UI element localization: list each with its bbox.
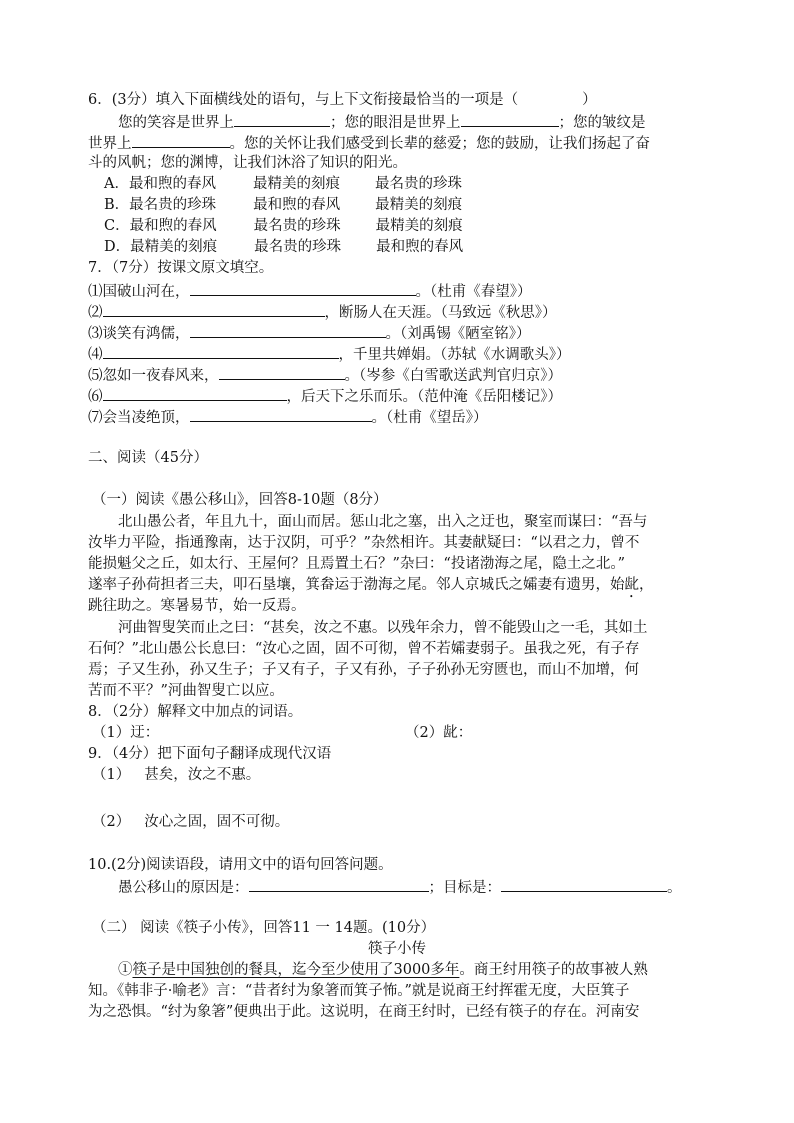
q6-blank-1[interactable] xyxy=(234,111,330,127)
item-num: （2） xyxy=(92,814,131,830)
q6-passage-line-2 xyxy=(88,132,650,152)
option-phrase: 最和煦的春风 xyxy=(128,176,216,192)
option-phrase: 最名贵的珍珠 xyxy=(129,197,217,213)
passage-line: 北山愚公者，年且九十，面山而居。惩山北之塞，出入之迂也，聚室而谋曰：“吾与 xyxy=(118,514,648,530)
part1-heading: （一）阅读《愚公移山》，回答8-10题（8分） xyxy=(92,492,388,508)
passage-text: 遂率子孙荷担者三夫，叩石垦壤，箕畚运于渤海之尾。邻人京城氏之孀妻有遗男，始 xyxy=(88,577,625,593)
item-text: 甚矣，汝之不惠。 xyxy=(144,767,261,783)
item-post: 。（杜甫《望岳》） xyxy=(371,410,488,426)
item-pre: ⑸忽如一夜春风来， xyxy=(88,368,219,384)
q6-close: ） xyxy=(582,92,597,108)
underlined-sentence: 筷子是中国独创的餐具，迄今至少使用了3000多年 xyxy=(132,962,460,978)
passage-text: 。商王纣用筷子的故事被人熟 xyxy=(459,962,648,978)
item-text: 汝心之固，固不可彻。 xyxy=(144,814,290,830)
q7-item-3 xyxy=(88,322,531,342)
q8-item-2[interactable] xyxy=(405,723,472,743)
paragraph-number: ① xyxy=(118,962,133,978)
option-letter: A． xyxy=(104,176,129,192)
item-post: ，千里共婵娟。（苏轼《水调歌头》） xyxy=(338,347,571,363)
option-phrase: 最和煦的春风 xyxy=(129,218,217,234)
passage-line: 跳往助之。寒暑易节，始一反焉。 xyxy=(88,598,306,614)
q9-item-2[interactable] xyxy=(92,812,289,832)
q8-stem: 8．（2分）解释文中加点的词语。 xyxy=(88,704,303,720)
q7-item-1 xyxy=(88,280,532,300)
q7-blank-4[interactable] xyxy=(103,343,339,359)
item-num: （1） xyxy=(92,767,131,783)
q10-answer-line xyxy=(118,876,682,896)
option-phrase: 最精美的刻痕 xyxy=(130,239,218,255)
q7-blank-7[interactable] xyxy=(190,406,372,422)
q7-blank-6[interactable] xyxy=(103,385,287,401)
option-phrase: 最精美的刻痕 xyxy=(375,197,463,213)
item-post: 。（杜甫《春望》） xyxy=(415,284,532,300)
item-post: 。（岑参《白雪歌送武判官归京》） xyxy=(344,368,562,384)
dotted-word: 龀 xyxy=(624,577,639,593)
item-pre: ⑹ xyxy=(88,389,103,405)
q6-text-e: 。您的关怀让我们感受到长辈的慈爱；您的鼓励，让我们扬起了奋 xyxy=(229,136,650,152)
q10-blank-goal[interactable] xyxy=(501,876,667,892)
item-pre: ⑴国破山河在， xyxy=(88,284,190,300)
passage-line: 石何？”北山愚公长息曰：“汝心之固，固不可彻，曾不若孀妻弱子。虽我之死，有子存 xyxy=(88,641,640,657)
q6-text-a: 您的笑容是世界上 xyxy=(118,115,234,131)
item-pre: ⑶谈笑有鸿儒， xyxy=(88,326,190,342)
q9-item-1[interactable] xyxy=(92,765,260,785)
q6-text-c: ；您的皱纹是 xyxy=(558,115,646,131)
q8-item-1[interactable]: （1）迂： xyxy=(92,725,160,741)
article-title: 筷子小传 xyxy=(368,941,426,957)
passage-line xyxy=(88,575,654,595)
item-word: 龀 xyxy=(443,725,458,741)
passage-line: 苦而不平？”河曲智叟亡以应。 xyxy=(88,683,284,699)
item-post: ，断肠人在天涯。（马致远《秋思》） xyxy=(324,305,557,321)
q7-stem: 7．（7分）按课文原文填空。 xyxy=(88,260,274,276)
option-phrase: 最名贵的珍珠 xyxy=(374,176,462,192)
option-phrase: 最和煦的春风 xyxy=(376,239,464,255)
item-pre: ⑺会当凌绝顶， xyxy=(88,410,190,426)
q6-text-b: ；您的眼泪是世界上 xyxy=(330,115,461,131)
q6-passage-line-3 xyxy=(88,153,407,173)
q6-text-f: 斗的风帆；您的渊博，让我们沐浴了知识的阳光。 xyxy=(88,155,407,171)
q6-blank-2[interactable] xyxy=(461,111,559,127)
section-heading: 二、阅读（45分） xyxy=(88,450,208,466)
item-pre: ⑵ xyxy=(88,305,103,321)
q7-blank-2[interactable] xyxy=(103,301,325,317)
item-colon: ： xyxy=(457,725,473,741)
item-post: 。（刘禹锡《陋室铭》） xyxy=(385,326,531,342)
passage-line xyxy=(118,960,648,980)
q7-blank-5[interactable] xyxy=(219,364,345,380)
q6-option-a[interactable] xyxy=(104,174,462,194)
q6-text-d: 世界上 xyxy=(88,136,132,152)
option-letter: B． xyxy=(104,197,130,213)
q9-stem: 9．（4分）把下面句子翻译成现代汉语 xyxy=(88,746,332,762)
q6-passage-line-1 xyxy=(118,111,646,131)
passage-text: ， xyxy=(639,577,654,593)
q7-item-6 xyxy=(88,385,562,405)
passage-line: 知。《韩非子·喻老》言：“昔者纣为象箸而箕子怖。”就是说商王纣挥霍无度，大臣箕子 xyxy=(88,983,630,999)
q6-option-d[interactable] xyxy=(104,237,463,257)
q7-item-7 xyxy=(88,406,488,426)
option-letter: C． xyxy=(104,218,130,234)
item-post: ，后天下之乐而乐。（范仲淹《岳阳楼记》） xyxy=(286,389,562,405)
q6-option-b[interactable] xyxy=(104,195,462,215)
q7-item-2 xyxy=(88,301,557,321)
q6-stem: 6．(3分）填入下面横线处的语句，与上下文衔接最恰当的一项是（ xyxy=(88,92,519,108)
passage-line: 能损魁父之丘，如太行、王屋何？且焉置土石？”杂曰：“投诸渤海之尾，隐土之北。” xyxy=(88,556,625,572)
option-phrase: 最和煦的春风 xyxy=(253,197,341,213)
q7-item-4 xyxy=(88,343,571,363)
option-phrase: 最名贵的珍珠 xyxy=(254,239,342,255)
q6-option-c[interactable] xyxy=(104,216,463,236)
passage-line: 焉；子又生孙，孙又生子；子又有子，子又有孙，子子孙孙无穷匮也，而山不加增，何 xyxy=(88,662,639,678)
part2-heading: （二） 阅读《筷子小传》，回答11 一 14题。(10分） xyxy=(92,920,436,936)
item-pre: ⑷ xyxy=(88,347,103,363)
item-num: （2） xyxy=(405,725,444,741)
q10-label-goal: ；目标是： xyxy=(428,880,501,896)
passage-line: 汝毕力平险，指通豫南，达于汉阴，可乎？”杂然相许。其妻献疑曰：“以君之力，曾不 xyxy=(88,535,640,551)
option-letter: D． xyxy=(104,239,131,255)
q7-blank-1[interactable] xyxy=(190,280,416,296)
q10-end: 。 xyxy=(667,880,682,896)
option-phrase: 最精美的刻痕 xyxy=(375,218,463,234)
q10-stem: 10.(2分)阅读语段，请用文中的语句回答问题。 xyxy=(88,857,393,873)
q7-item-5 xyxy=(88,364,562,384)
q7-blank-3[interactable] xyxy=(190,322,386,338)
q6-blank-3[interactable] xyxy=(132,132,230,148)
q6-stem-line xyxy=(88,90,597,110)
passage-line: 为之恐惧。“纣为象箸”便典出于此。这说明，在商王纣时，已经有筷子的存在。河南安 xyxy=(88,1004,640,1020)
q10-blank-reason[interactable] xyxy=(249,876,429,892)
option-phrase: 最精美的刻痕 xyxy=(252,176,340,192)
option-phrase: 最名贵的珍珠 xyxy=(253,218,341,234)
passage-line: 河曲智叟笑而止之曰：“甚矣，汝之不惠。以残年余力，曾不能毁山之一毛，其如土 xyxy=(118,620,648,636)
q10-label-reason: 愚公移山的原因是： xyxy=(118,880,249,896)
